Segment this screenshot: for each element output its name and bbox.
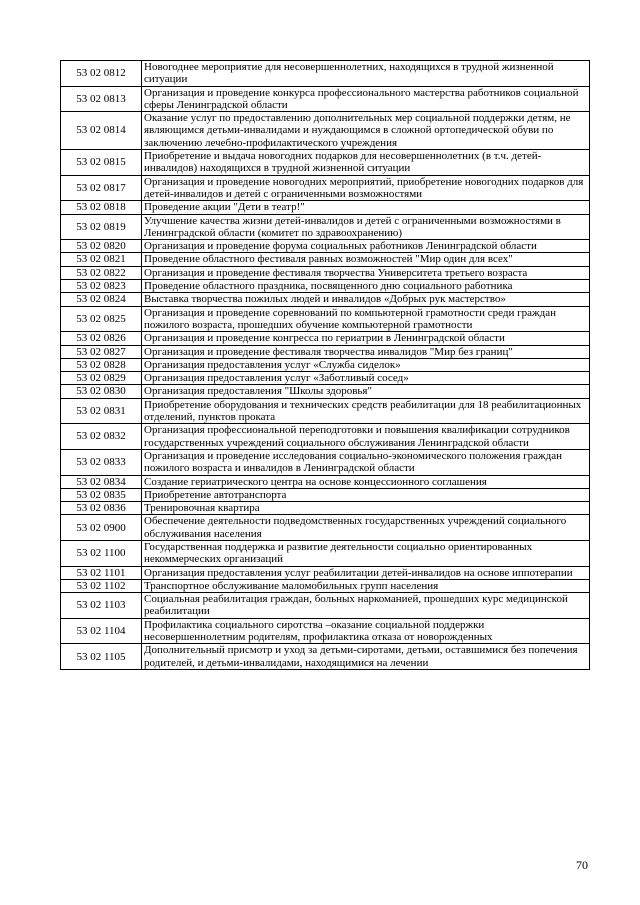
row-description: Организация и проведение конкурса профессионального мастерства работников социальной сферы Ленинградской области xyxy=(142,86,590,112)
row-description: Организация и проведение конгресса по гериатрии в Ленинградской области xyxy=(142,332,590,345)
table-row xyxy=(61,280,590,293)
row-code: 53 02 0817 xyxy=(61,175,142,201)
table-row xyxy=(61,385,590,398)
row-description: Профилактика социального сиротства –оказание социальной поддержки несовершеннолетним родителям, профилактика отказа от новорожденных xyxy=(142,618,590,644)
row-description: Организация и проведение форума социальных работников Ленинградской области xyxy=(142,240,590,253)
table-row xyxy=(61,175,590,201)
table-row xyxy=(61,306,590,332)
table-row xyxy=(61,112,590,150)
table-row xyxy=(61,358,590,371)
row-code: 53 02 0834 xyxy=(61,475,142,488)
row-description: Организация профессиональной переподготовки и повышения квалификации сотрудников государственных учреждений социального обслуживания Ленинградской области xyxy=(142,424,590,450)
table-row xyxy=(61,332,590,345)
table-body xyxy=(61,61,590,670)
row-code: 53 02 0821 xyxy=(61,253,142,266)
row-description: Улучшение качества жизни детей-инвалидов и детей с ограниченными возможностями в Ленинградской области (комитет по здравоохранению) xyxy=(142,214,590,240)
table-row xyxy=(61,515,590,541)
table-row xyxy=(61,240,590,253)
row-description: Проведение областного фестиваля равных возможностей "Мир один для всех" xyxy=(142,253,590,266)
table-row xyxy=(61,398,590,424)
row-code: 53 02 0829 xyxy=(61,372,142,385)
table-row xyxy=(61,253,590,266)
row-description: Организация предоставления услуг реабилитации детей-инвалидов на основе иппотерапии xyxy=(142,566,590,579)
table-row xyxy=(61,475,590,488)
row-code: 53 02 0822 xyxy=(61,266,142,279)
table-row xyxy=(61,488,590,501)
table-row xyxy=(61,566,590,579)
row-description: Оказание услуг по предоставлению дополнительных мер социальной поддержки детям, не являющимся детьми-инвалидами и нуждающимся в сложной ортопедической обуви по заключению лечебно-профилактического учреждения xyxy=(142,112,590,150)
table-row xyxy=(61,150,590,176)
row-code: 53 02 0828 xyxy=(61,358,142,371)
row-code: 53 02 0836 xyxy=(61,502,142,515)
row-description: Новогоднее мероприятие для несовершеннолетних, находящихся в трудной жизненной ситуации xyxy=(142,61,590,87)
table-row xyxy=(61,502,590,515)
row-description: Организация и проведение фестиваля творчества Университета третьего возраста xyxy=(142,266,590,279)
table-row xyxy=(61,266,590,279)
row-code: 53 02 0824 xyxy=(61,293,142,306)
row-description: Дополнительный присмотр и уход за детьми-сиротами, детьми, оставшимися без попечения родителей, и детьми-инвалидами, находящимися на лечении xyxy=(142,644,590,670)
row-code: 53 02 0825 xyxy=(61,306,142,332)
row-code: 53 02 0827 xyxy=(61,345,142,358)
row-code: 53 02 1103 xyxy=(61,593,142,619)
row-description: Проведение акции "Дети в театр!" xyxy=(142,201,590,214)
row-code: 53 02 0826 xyxy=(61,332,142,345)
row-code: 53 02 1100 xyxy=(61,540,142,566)
table-row xyxy=(61,201,590,214)
table-row xyxy=(61,449,590,475)
row-description: Государственная поддержка и развитие деятельности социально ориентированных некоммерческих организаций xyxy=(142,540,590,566)
row-description: Организация и проведение новогодних мероприятий, приобретение новогодних подарков для детей-инвалидов и детей с ограниченными возможностями xyxy=(142,175,590,201)
row-code: 53 02 1104 xyxy=(61,618,142,644)
row-description: Организация предоставления услуг «Заботливый сосед» xyxy=(142,372,590,385)
table-row xyxy=(61,61,590,87)
row-code: 53 02 0835 xyxy=(61,488,142,501)
page-number: 70 xyxy=(576,858,588,872)
table-row xyxy=(61,345,590,358)
row-code: 53 02 0812 xyxy=(61,61,142,87)
row-code: 53 02 0820 xyxy=(61,240,142,253)
row-code: 53 02 0831 xyxy=(61,398,142,424)
row-code: 53 02 0832 xyxy=(61,424,142,450)
table-row xyxy=(61,214,590,240)
row-code: 53 02 1102 xyxy=(61,579,142,592)
row-description: Организация предоставления "Школы здоровья" xyxy=(142,385,590,398)
row-code: 53 02 0823 xyxy=(61,280,142,293)
row-description: Выставка творчества пожилых людей и инвалидов «Добрых рук мастерство» xyxy=(142,293,590,306)
row-code: 53 02 1101 xyxy=(61,566,142,579)
table-row xyxy=(61,372,590,385)
row-description: Тренировочная квартира xyxy=(142,502,590,515)
table-row xyxy=(61,593,590,619)
row-description: Организация и проведение соревнований по компьютерной грамотности среди граждан пожилого возраста, прошедших обучение компьютерной грамотности xyxy=(142,306,590,332)
row-description: Социальная реабилитация граждан, больных наркоманией, прошедших курс медицинской реабилитации xyxy=(142,593,590,619)
table-row xyxy=(61,293,590,306)
row-description: Организация и проведение фестиваля творчества инвалидов "Мир без границ" xyxy=(142,345,590,358)
row-description: Организация и проведение исследования социально-экономического положения граждан пожилого возраста и инвалидов в Ленинградской области xyxy=(142,449,590,475)
row-description: Приобретение оборудования и технических средств реабилитации для 18 реабилитационных отделений, пунктов проката xyxy=(142,398,590,424)
table-row xyxy=(61,540,590,566)
row-description: Приобретение и выдача новогодних подарков для несовершеннолетних (в т.ч. детей-инвалидов) находящихся в трудной жизненной ситуации xyxy=(142,150,590,176)
row-code: 53 02 0830 xyxy=(61,385,142,398)
row-description: Обеспечение деятельности подведомственных государственных учреждений социального обслуживания населения xyxy=(142,515,590,541)
row-code: 53 02 0815 xyxy=(61,150,142,176)
table-row xyxy=(61,644,590,670)
row-code: 53 02 0813 xyxy=(61,86,142,112)
row-code: 53 02 0833 xyxy=(61,449,142,475)
row-description: Проведение областного праздника, посвященного дню социального работника xyxy=(142,280,590,293)
row-description: Транспортное обслуживание маломобильных групп населения xyxy=(142,579,590,592)
row-code: 53 02 0818 xyxy=(61,201,142,214)
table-row xyxy=(61,424,590,450)
row-code: 53 02 1105 xyxy=(61,644,142,670)
row-description: Приобретение автотранспорта xyxy=(142,488,590,501)
table-row xyxy=(61,86,590,112)
budget-codes-table xyxy=(60,60,590,670)
table-row xyxy=(61,579,590,592)
row-code: 53 02 0819 xyxy=(61,214,142,240)
row-description: Организация предоставления услуг «Служба сиделок» xyxy=(142,358,590,371)
row-description: Создание гериатрического центра на основе концессионного соглашения xyxy=(142,475,590,488)
row-code: 53 02 0814 xyxy=(61,112,142,150)
table-row xyxy=(61,618,590,644)
row-code: 53 02 0900 xyxy=(61,515,142,541)
